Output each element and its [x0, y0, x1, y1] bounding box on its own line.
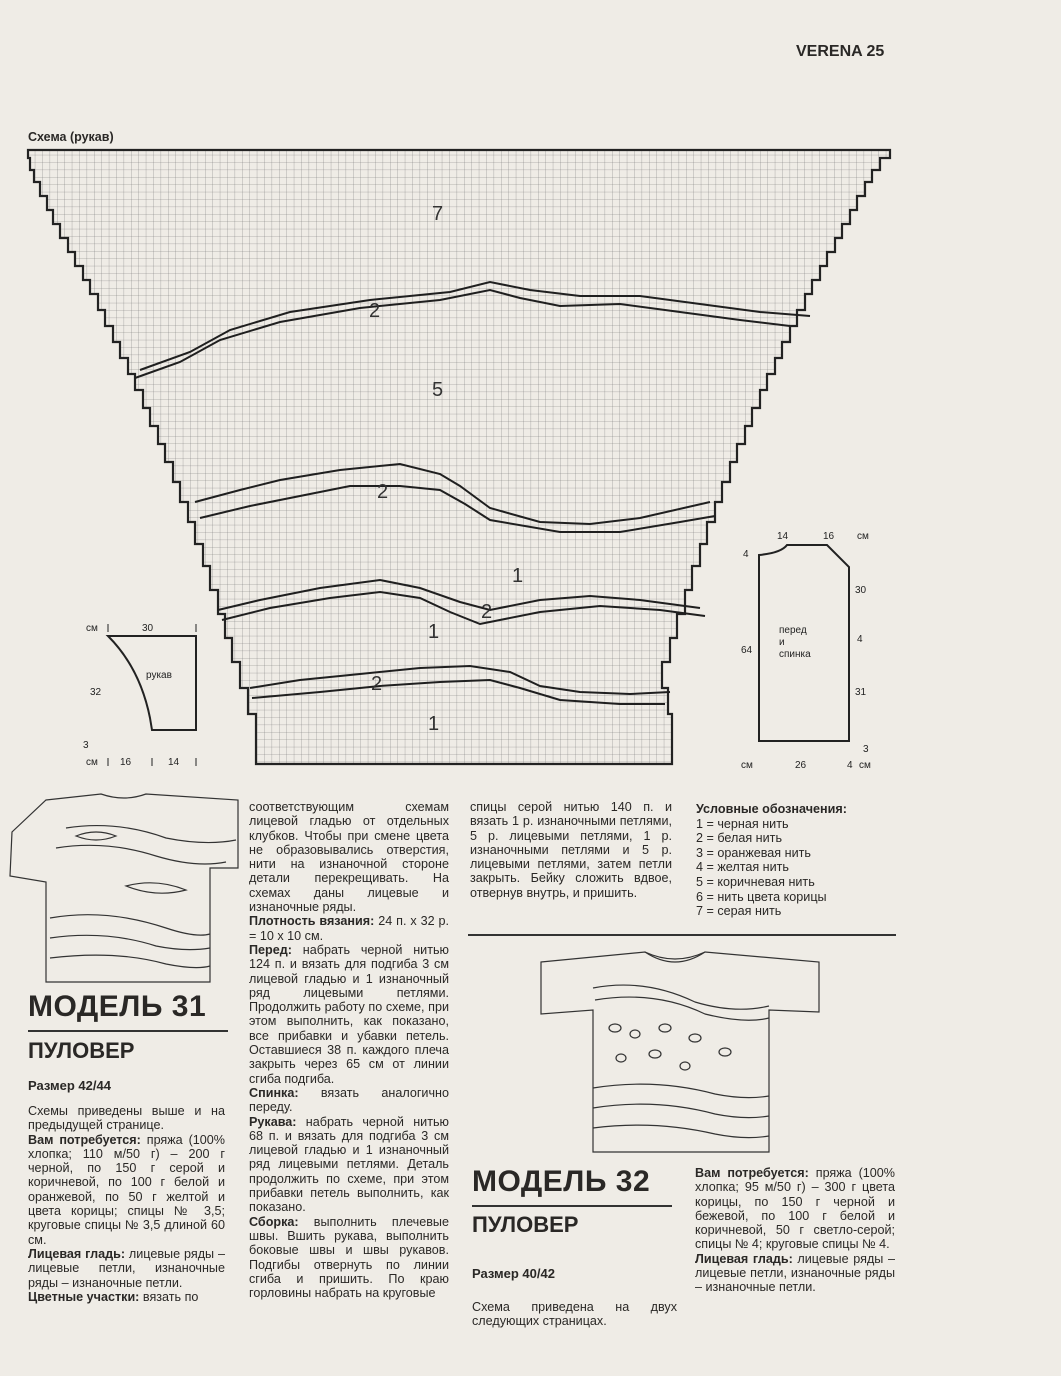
body-side-top: 4: [743, 549, 749, 560]
model31-sweater-drawing: [6, 788, 242, 988]
paragraph: Плотность вязания: 24 п. х 32 р. = 10 х 10 см.: [249, 914, 449, 943]
paragraph: Вам потребуется: пряжа (100% хлопка; 95 м/50 г) – 300 г цвета корицы, по 150 г черной и бежевой, по 100 г белой и коричневой, 50 г светло-серой; спицы № 4; круговые спицы № 4.: [695, 1166, 895, 1252]
body-top-unit: см: [857, 531, 869, 542]
paragraph: Цветные участки: вязать по: [28, 1289, 199, 1304]
model32-subtitle: ПУЛОВЕР: [472, 1212, 579, 1237]
legend-item: 3 = оранжевая нить: [696, 845, 811, 860]
chart-title: Схема (рукав): [28, 130, 114, 144]
paragraph: соответствующим схемам лицевой гладью от отдельных клубков. Чтобы при смене цвета не образовывались отверстия, нити на изнаночной стороне детали перекрещивать. На схемах даны лицевые и изнаночные ряды.: [249, 800, 449, 915]
body-bottom-unit: см: [741, 760, 753, 770]
model31-subtitle: ПУЛОВЕР: [28, 1038, 135, 1063]
body-label-line2: и: [779, 637, 785, 648]
body-height: 64: [741, 645, 753, 656]
model31-column-2: [249, 800, 449, 1300]
zone-label: 7: [432, 203, 444, 225]
model32-note: Схема приведена на двух следующих страницах.: [472, 1300, 677, 1329]
paragraph: Схемы приведены выше и на предыдущей странице.: [28, 1104, 225, 1133]
paragraph: Спинка: вязать аналогично переду.: [249, 1085, 449, 1115]
body-bottom-width: 26: [795, 760, 807, 770]
body-side-mid: 4: [857, 634, 863, 645]
legend-item: 2 = белая нить: [696, 831, 783, 846]
body-label-line3: спинка: [779, 649, 811, 660]
sleeve-bottom-right: 14: [168, 757, 180, 768]
legend-title: Условные обозначения:: [696, 802, 847, 816]
model32-sweater-drawing: [535, 948, 825, 1158]
zone-label: 1: [428, 621, 440, 643]
sleeve-sketch: [80, 618, 210, 774]
body-sketch: [735, 525, 885, 770]
paragraph: спицы серой нитью 140 п. и вязать 1 р. изнаночными петлями, 5 р. лицевыми петлями, 1 р. изнаночными петлями и 5 р. лицевыми петлями, затем петли закрыть. Бейку сложить вдвое, отвернув внутрь, и пришить.: [470, 800, 672, 900]
legend-item: 4 = желтая нить: [696, 860, 789, 875]
zone-label: 5: [432, 379, 444, 401]
body-bottom-unit-right: см: [859, 760, 871, 770]
sleeve-bottom-left: 16: [120, 757, 132, 768]
zone-label: 1: [512, 565, 524, 587]
paragraph: Перед: набрать черной нитью 124 п. и вязать для подгиба 3 см лицевой гладью и 1 изнаночный ряд лицевыми петлями. Продолжить работу по схеме, при этом выполнить, как показано, все прибавки и убавки петель. Оставшиеся 38 п. каждого плеча закрыть через 65 см от линии сгиба подгиба.: [249, 942, 449, 1086]
sleeve-top-unit: см: [86, 623, 98, 634]
model32-size: Размер 40/42: [472, 1266, 555, 1281]
model31-title: МОДЕЛЬ 31: [28, 990, 207, 1023]
model32-title: МОДЕЛЬ 32: [472, 1165, 651, 1198]
zone-label: 2: [481, 601, 493, 623]
paragraph: Лицевая гладь: лицевые ряды – лицевые петли, изнаночные ряды – изнаночные петли.: [695, 1251, 895, 1295]
body-top-left: 14: [777, 531, 789, 542]
legend-item: 6 = нить цвета корицы: [696, 889, 827, 904]
body-top-right: 16: [823, 531, 835, 542]
paragraph: Сборка: выполнить плечевые швы. Вшить рукава, выполнить боковые швы и швы рукавов. Подгибы отвернуть по линии сгиба и пришить. По краю горловины набрать на круговые: [249, 1214, 449, 1301]
sleeve-cuff: 3: [83, 740, 89, 751]
zone-label: 2: [369, 300, 381, 322]
sleeve-top-width: 30: [142, 623, 154, 634]
paragraph: Рукава: набрать черной нитью 68 п. и вязать для подгиба 3 см лицевой гладью и 1 изнаночный ряд лицевыми петлями. Деталь продолжить по схеме, при этом прибавки петель выполнить, как показано.: [249, 1114, 449, 1215]
zone-label: 2: [371, 673, 383, 695]
body-hem: 3: [863, 744, 869, 755]
sleeve-bottom-unit: см: [86, 757, 98, 768]
model31-column-1: [28, 1104, 225, 1304]
model31-divider: [28, 1030, 228, 1032]
paragraph: Вам потребуется: пряжа (100% хлопка; 110 м/50 г) – 200 г черной, по 150 г серой и коричневой, по 100 г белой и оранжевой, по 50 г желтой и цвета корицы; спицы № 3,5; круговые спицы № 3,5 длиной 60 см.: [28, 1132, 225, 1247]
legend-item: 5 = коричневая нить: [696, 874, 815, 889]
model31-column-3: [470, 800, 672, 900]
body-label-line1: перед: [779, 625, 807, 636]
body-label: [779, 625, 811, 660]
sleeve-label: рукав: [146, 670, 172, 681]
model31-size: Размер 42/44: [28, 1078, 111, 1093]
legend: [696, 802, 886, 919]
magazine-header: VERENA 25: [796, 43, 885, 60]
body-bottom-right: 4: [847, 760, 853, 770]
legend-item: 7 = серая нить: [696, 904, 782, 919]
model32-divider: [472, 1205, 672, 1207]
section-divider: [468, 934, 896, 936]
zone-label: 1: [428, 713, 440, 735]
body-lower: 31: [855, 687, 867, 698]
legend-item: 1 = черная нить: [696, 816, 789, 831]
model32-column: [695, 1166, 895, 1295]
sleeve-height: 32: [90, 687, 102, 698]
zone-label: 2: [377, 481, 389, 503]
paragraph: Лицевая гладь: лицевые ряды – лицевые петли, изнаночные ряды – изнаночные петли.: [28, 1246, 225, 1290]
body-upper: 30: [855, 585, 867, 596]
